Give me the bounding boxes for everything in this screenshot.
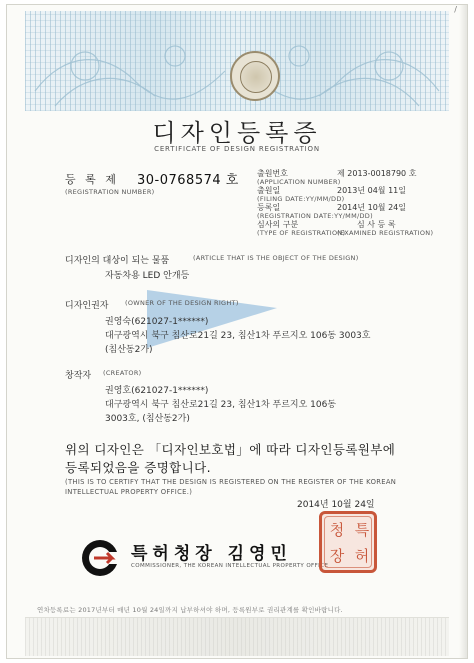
filing-date-value: 2013년 04월 11일: [337, 186, 406, 195]
article-label: 디자인의 대상이 되는 물품: [65, 256, 170, 266]
registration-type-value: 심 사 등 록: [357, 220, 396, 229]
owner-address-line1: 대구광역시 북구 침산로21길 23, 침산1차 푸르지오 106동 3003호: [105, 331, 371, 341]
kipo-logo-icon: [80, 538, 120, 578]
certificate-title: 디자인등록증: [152, 119, 322, 147]
owner-address-line2: (침산동2가): [105, 345, 153, 355]
seal-char: 특: [354, 521, 370, 539]
application-number-label-en: (APPLICATION NUMBER): [257, 178, 341, 186]
registration-type-label: 심사의 구분: [257, 220, 299, 229]
creator-address-line1: 대구광역시 북구 침산로21길 23, 침산1차 푸르지오 106동: [105, 400, 337, 410]
seal-char: 허: [354, 547, 370, 565]
scan-edge-shadow: [459, 5, 467, 658]
issue-date: 2014년 10월 24일: [297, 500, 375, 510]
creator-label: 창작자: [65, 371, 92, 381]
seal-char: 청: [329, 521, 345, 539]
owner-name: 권영숙(621027-1******): [105, 317, 209, 327]
registration-type-value-en: (EXAMINED REGISTRATION): [337, 229, 434, 237]
registration-label: 등 록 제: [65, 173, 119, 186]
certificate-subtitle: CERTIFICATE OF DESIGN REGISTRATION: [154, 145, 320, 153]
decorative-banner: [25, 11, 449, 111]
statement-line2: 등록되었음을 증명합니다.: [65, 460, 211, 475]
footer-decorative-band: [25, 617, 449, 656]
registration-number: 30-0768574 호: [137, 173, 239, 188]
statement-en-line1: (THIS IS TO CERTIFY THAT THE DESIGN IS REGISTERED ON THE REGISTER OF THE KOREAN: [65, 478, 397, 486]
registration-date-label-en: (REGISTRATION DATE:YY/MM/DD): [257, 212, 373, 220]
footer-note: 연차등록료는 2017년부터 매년 10월 24일까지 납부하셔야 하며, 등록원부로 권리관계를 확인바랍니다.: [37, 606, 343, 614]
creator-address-line2: 3003호, (침산동2가): [105, 414, 190, 424]
registration-type-label-en: (TYPE OF REGISTRATION): [257, 229, 346, 237]
article-value: 자동차용 LED 안개등: [105, 271, 190, 281]
statement-en-line2: INTELLECTUAL PROPERTY OFFICE.): [65, 488, 193, 496]
creator-name: 권영호(621027-1******): [105, 386, 209, 396]
certificate-page: [6, 4, 468, 659]
registration-label-en: (REGISTRATION NUMBER): [65, 188, 155, 196]
registration-date-label: 등록일: [257, 203, 281, 212]
application-number-value: 제 2013-0018790 호: [337, 169, 417, 178]
creator-label-en: (CREATOR): [103, 369, 142, 377]
article-label-en: (ARTICLE THAT IS THE OBJECT OF THE DESIGN): [193, 254, 359, 262]
filing-date-label: 출원일: [257, 186, 281, 195]
owner-label-en: (OWNER OF THE DESIGN RIGHT): [125, 299, 239, 307]
agency-signature-en: COMMISSIONER, THE KOREAN INTELLECTUAL PROPERTY OFFICE: [131, 563, 329, 569]
seal-char: 장: [329, 547, 345, 565]
agency-signature: 특허청장 김영민: [131, 544, 292, 564]
statement-line1: 위의 디자인은 「디자인보호법」에 따라 디자인등록원부에: [65, 442, 396, 457]
official-seal-stamp: [319, 511, 377, 573]
national-emblem-icon: [230, 51, 280, 101]
owner-label: 디자인권자: [65, 301, 109, 311]
application-number-label: 출원번호: [257, 169, 288, 178]
corner-mark: /: [454, 5, 457, 14]
registration-date-value: 2014년 10월 24일: [337, 203, 406, 212]
filing-date-label-en: (FILING DATE:YY/MM/DD): [257, 195, 345, 203]
